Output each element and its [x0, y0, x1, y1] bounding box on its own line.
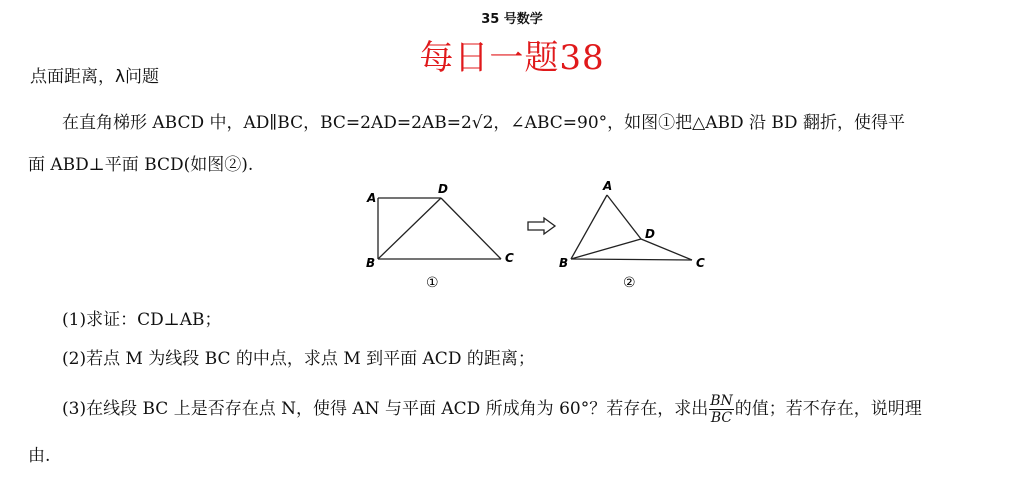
figure-1-caption: ①	[426, 275, 439, 291]
question-3-text-post: 的值；若不存在，说明理	[734, 399, 922, 419]
right-arrow-icon	[526, 216, 558, 236]
fraction-numerator: BN	[710, 393, 733, 409]
label-a: A	[367, 191, 377, 205]
bn-over-bc-fraction	[709, 393, 734, 426]
figure-2	[555, 176, 720, 296]
problem-line-1: 在直角梯形 ABCD 中，AD∥BC，BC=2AD=2AB=2√2，∠ABC=90°，如图①把△ABD 沿 BD 翻折，使得平	[62, 113, 905, 133]
label-a-2: A	[603, 179, 613, 193]
segment-dc-2	[641, 239, 692, 260]
fraction-denominator: BC	[710, 410, 733, 426]
topic-label: 点面距离，λ问题	[30, 67, 160, 87]
page-header: 35 号数学	[481, 12, 543, 27]
figure-2-caption: ②	[623, 275, 636, 291]
question-3	[62, 393, 922, 426]
label-b: B	[366, 256, 376, 270]
figure-1	[355, 180, 525, 295]
label-c: C	[505, 251, 514, 265]
page-title: 每日一题38	[419, 38, 605, 78]
segment-bc-2	[571, 259, 692, 260]
question-3-text-pre: (3)在线段 BC 上是否存在点 N，使得 AN 与平面 ACD 所成角为 60°？若存在，求出	[62, 399, 709, 419]
segment-ab-2	[571, 195, 607, 259]
question-1: (1)求证：CD⊥AB；	[62, 310, 222, 330]
question-3-end: 由.	[28, 446, 51, 466]
segment-bd-2	[571, 239, 641, 259]
label-d-2: D	[645, 227, 655, 241]
label-d: D	[438, 182, 448, 196]
question-2: (2)若点 M 为线段 BC 的中点，求点 M 到平面 ACD 的距离；	[62, 349, 535, 369]
segment-bd	[378, 198, 441, 259]
label-c-2: C	[696, 256, 705, 270]
problem-line-2: 面 ABD⊥平面 BCD(如图②).	[28, 155, 254, 175]
segment-dc	[441, 198, 501, 259]
segment-ad-2	[607, 195, 641, 239]
label-b-2: B	[559, 256, 569, 270]
